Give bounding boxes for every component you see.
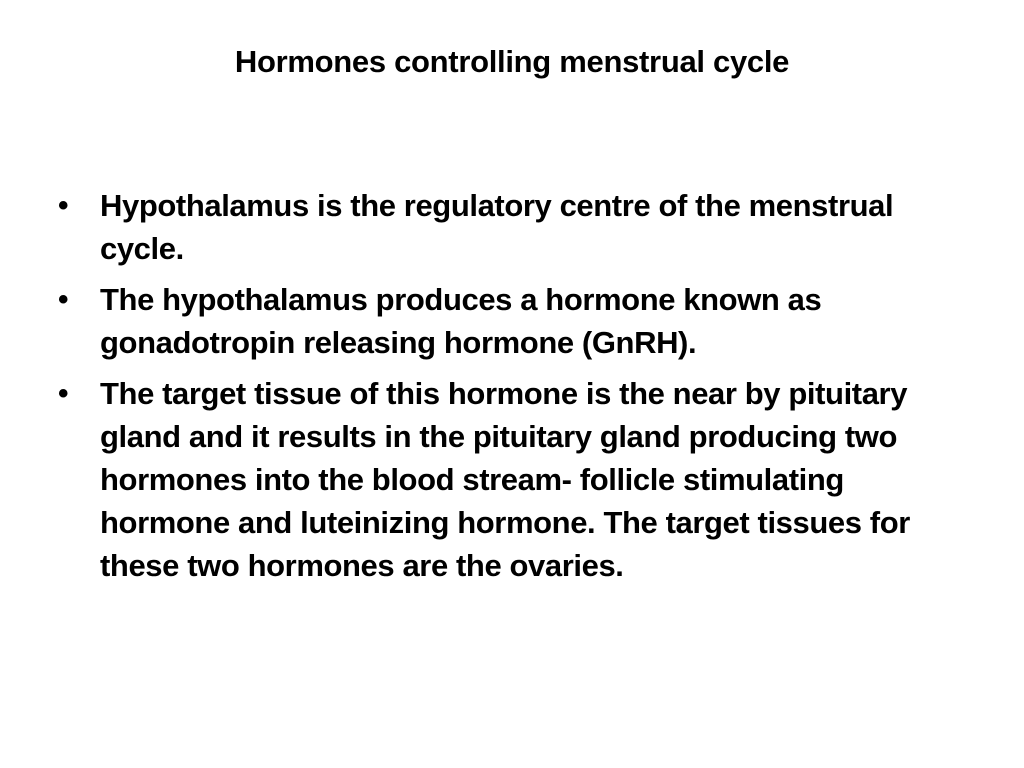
- bullet-item-3: [56, 372, 956, 587]
- slide-title: Hormones controlling menstrual cycle: [234, 44, 790, 79]
- bullet-text: The hypothalamus produces a hormone known as gonadotropin releasing hormone (GnRH).: [100, 282, 822, 360]
- bullet-text: The target tissue of this hormone is the near by pituitary gland and it results in the pituitary gland producing two hormones into the blood stream- follicle stimulating hormone and luteinizing hormone. The target tissues for these two hormones are the ovaries.: [100, 376, 910, 583]
- bullet-dot-icon: •: [58, 283, 69, 316]
- bullet-item-2: [56, 278, 956, 364]
- bullet-dot-icon: •: [58, 377, 69, 410]
- bullet-text: Hypothalamus is the regulatory centre of the menstrual cycle.: [100, 188, 894, 266]
- bullet-list: [56, 184, 956, 595]
- bullet-item-1: [56, 184, 956, 270]
- bullet-dot-icon: •: [58, 189, 69, 222]
